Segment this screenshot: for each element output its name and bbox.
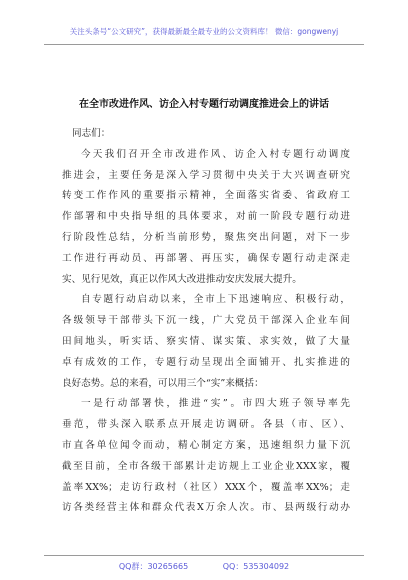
paragraph-line: 工作进行再动员、再部署、再压实，确保专题行动走深走 bbox=[62, 252, 350, 264]
paragraph-line: 卓有成效的工作，专题行动呈现出全面铺开、扎实推进的 bbox=[62, 356, 350, 368]
footer-contact bbox=[0, 561, 408, 572]
footer-qq-number: QQ：535304092 bbox=[222, 562, 290, 571]
document-title: 在全市改进作风、访企入村专题行动调度推进会上的讲话 bbox=[79, 99, 329, 110]
paragraph-line: 各级领导干部带头下沉一线，广大党员干部深入企业车间 bbox=[62, 315, 350, 327]
paragraph-line: 截至目前，全市各级干部累计走访规上工业企业XXX家，覆 bbox=[62, 460, 350, 472]
paragraph-3 bbox=[62, 394, 350, 519]
paragraph-line: 访各类经营主体和群众代表X万余人次。市、县两级行动办 bbox=[62, 502, 350, 514]
paragraph-line: 推进会，主要任务是深入学习贯彻中央关于大兴调查研究 bbox=[62, 169, 350, 181]
footer-qq-group: QQ群：30265665 bbox=[118, 562, 189, 571]
paragraph-1 bbox=[62, 145, 350, 291]
header-promo-note: 关注头条号“公文研究”，获得最新最全最专业的公文资料库！ 微信：gongwenyj bbox=[69, 27, 339, 36]
paragraph-line: 今天我们召开全市改进作风、访企入村专题行动调度 bbox=[81, 148, 350, 160]
header-divider bbox=[44, 44, 364, 45]
paragraph-line: 行阶段性总结，分析当前形势，聚焦突出问题，对下一步 bbox=[62, 231, 350, 243]
footer-divider bbox=[44, 555, 364, 556]
paragraph-line: 盖率XX%；走访行政村（社区）XXX个，覆盖率XX%；走 bbox=[62, 481, 350, 493]
paragraph-line: 一是行动部署快，推进“实”。市四大班子领导率先 bbox=[81, 398, 350, 410]
paragraph-line: 作部署和中央指导组的具体要求，对前一阶段专题行动进 bbox=[62, 211, 350, 223]
paragraph-line: 垂范，带头深入联系点开展走访调研。各县（市、区）、 bbox=[62, 419, 350, 431]
paragraph-line: 田间地头，听实话、察实情、谋实策、求实效，做了大量 bbox=[62, 335, 350, 347]
paragraph-line: 自专题行动启动以来，全市上下迅速响应、积极行动， bbox=[81, 294, 350, 306]
paragraph-line: 良好态势。总的来看，可以用三个“实”来概括： bbox=[62, 377, 264, 389]
paragraph-2 bbox=[62, 290, 350, 394]
paragraph-line: 转变工作作风的重要指示精神，全面落实省委、省政府工 bbox=[62, 190, 350, 202]
document-body bbox=[62, 124, 350, 519]
paragraph-line: 市直各单位闻令而动，精心制定方案，迅速组织力量下沉 bbox=[62, 439, 350, 451]
paragraph-line: 实、见行见效，真正以作风大改进推动安庆发展大提升。 bbox=[62, 273, 302, 285]
salutation: 同志们： bbox=[72, 128, 111, 139]
